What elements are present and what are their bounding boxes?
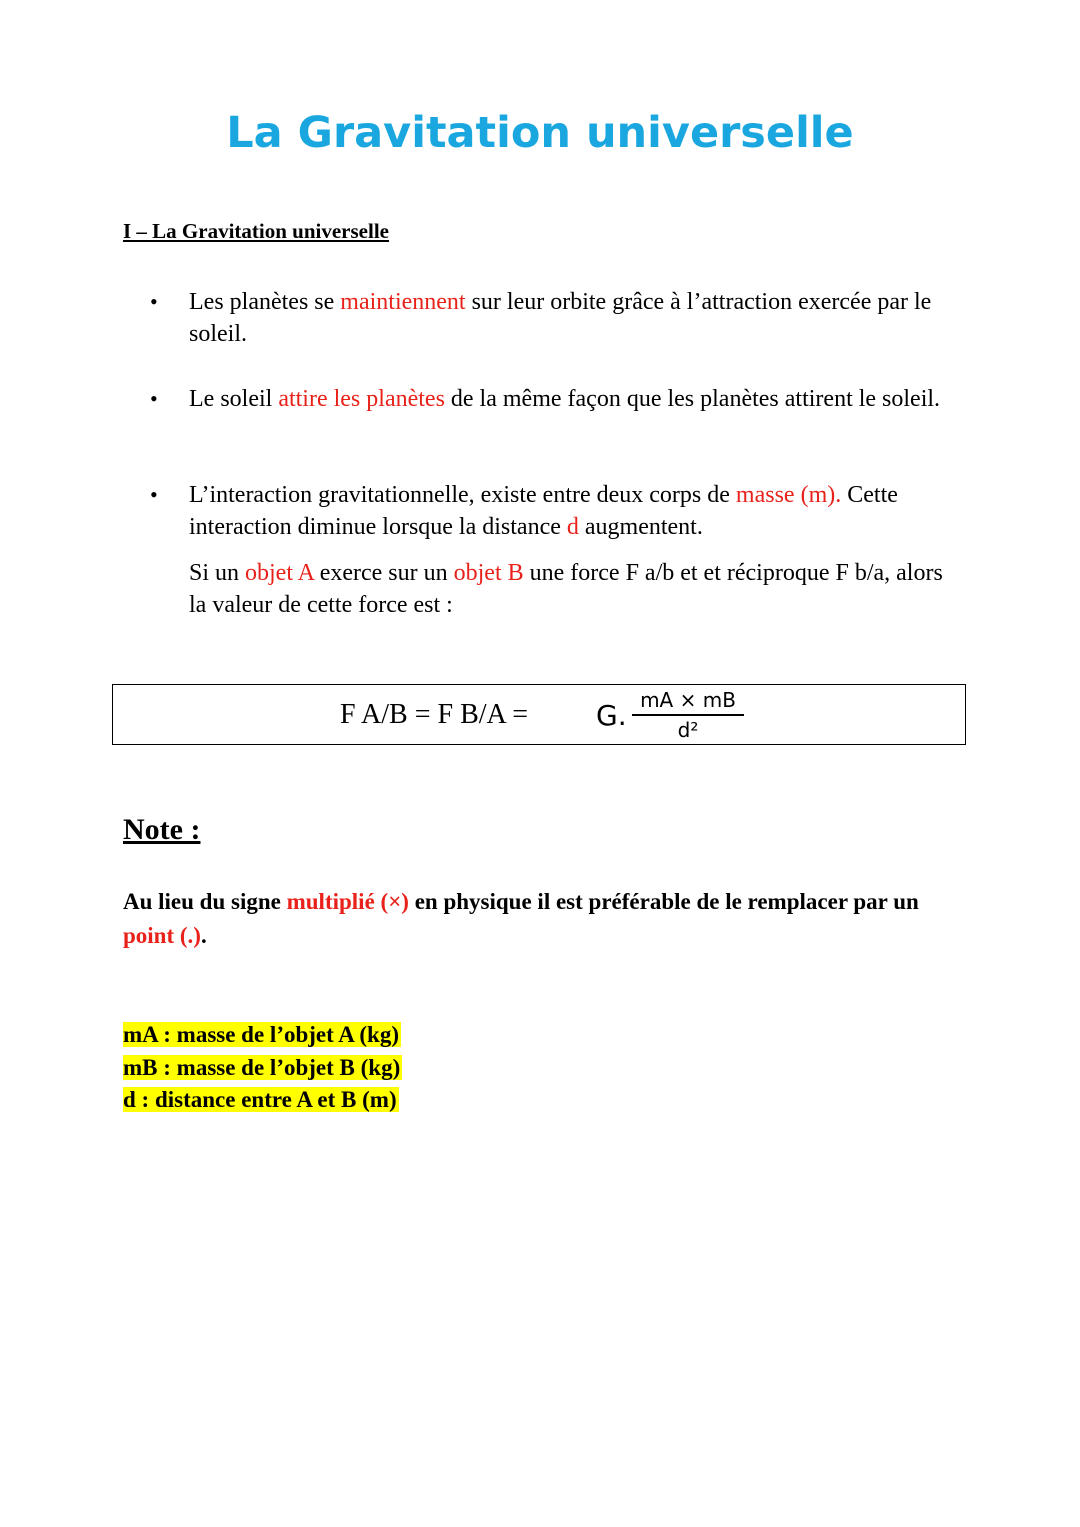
legend-item: d : distance entre A et B (m) bbox=[123, 1087, 397, 1112]
emphasis-text: attire les planètes bbox=[278, 386, 445, 412]
legend-item: mB : masse de l’objet B (kg) bbox=[123, 1054, 401, 1080]
bullet-item bbox=[150, 383, 950, 415]
emphasis-text: maintiennent bbox=[340, 289, 466, 315]
emphasis-text: multiplié (×) bbox=[286, 889, 409, 914]
note-text: Au lieu du signe multiplié (×) en physique il est préférable de le remplacer par un point (.). bbox=[123, 889, 919, 948]
legend-item: mA : masse de l’objet A (kg) bbox=[123, 1022, 399, 1047]
emphasis-text: point (.) bbox=[123, 923, 201, 948]
bullet-dot-icon: • bbox=[150, 386, 158, 411]
bullet-text: Le soleil attire les planètes de la même façon que les planètes attirent le soleil. bbox=[189, 386, 941, 412]
force-paragraph: Si un objet A exerce sur un objet B une force F a/b et et réciproque F b/a, alors la valeur de cette force est : bbox=[189, 560, 943, 618]
bullet-item bbox=[150, 479, 950, 543]
note-heading: Note : bbox=[123, 813, 201, 846]
bullet-text: Les planètes se maintiennent sur leur orbite grâce à l’attraction exercée par le soleil. bbox=[189, 289, 932, 347]
variable-legend bbox=[123, 1019, 402, 1117]
emphasis-text: objet A bbox=[245, 560, 314, 586]
formula-constant: G. bbox=[596, 699, 627, 732]
emphasis-text: d bbox=[566, 514, 579, 540]
formula-fraction bbox=[632, 687, 744, 742]
fraction-bar bbox=[632, 714, 744, 716]
formula-denominator: d² bbox=[677, 718, 699, 742]
bullet-dot-icon: • bbox=[150, 289, 158, 314]
bullet-item bbox=[150, 286, 950, 350]
page-title: La Gravitation universelle bbox=[226, 108, 854, 158]
bullet-text: L’interaction gravitationnelle, existe entre deux corps de masse (m). Cette interaction diminue lorsque la distance d augmentent. bbox=[189, 482, 898, 540]
emphasis-text: masse (m). bbox=[735, 482, 842, 508]
formula-left-side: F A/B = F B/A = bbox=[340, 699, 528, 730]
section-heading: I – La Gravitation universelle bbox=[123, 219, 389, 243]
bullet-dot-icon: • bbox=[150, 482, 158, 507]
formula-numerator: mA × mB bbox=[640, 688, 736, 712]
emphasis-text: objet B bbox=[453, 560, 524, 586]
formula-box bbox=[112, 684, 966, 745]
